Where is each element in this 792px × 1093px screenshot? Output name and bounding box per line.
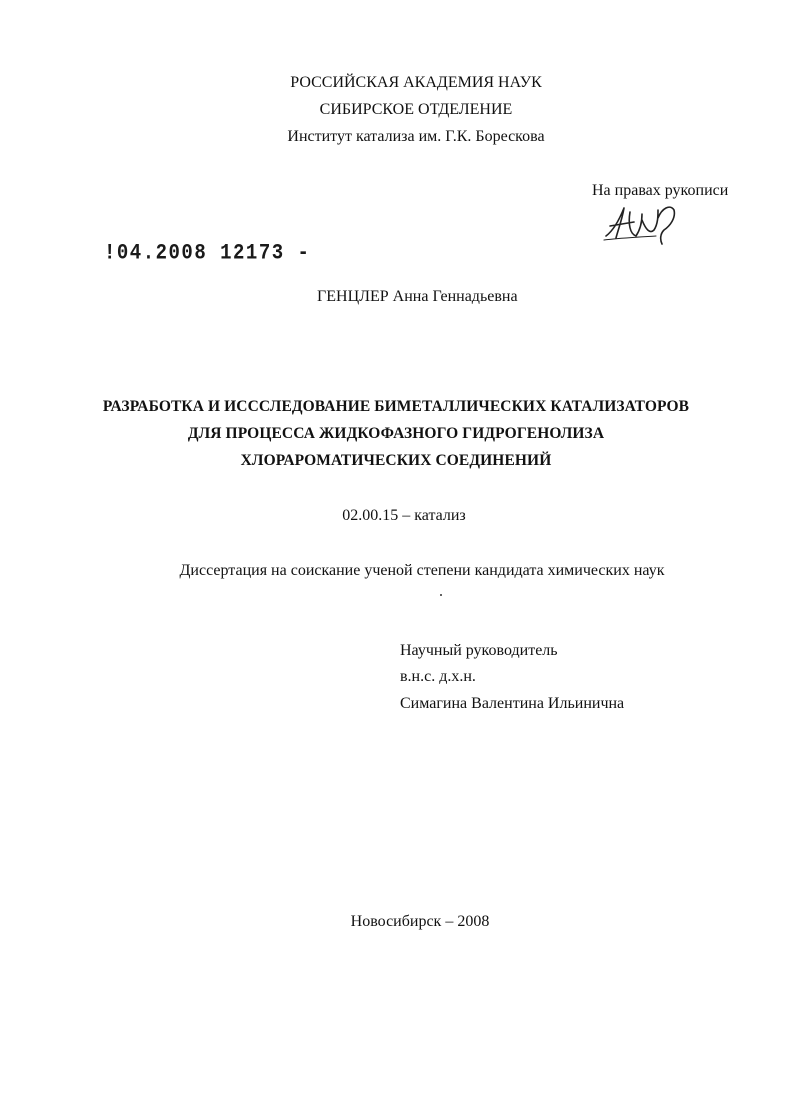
academy-name: РОССИЙСКАЯ АКАДЕМИЯ НАУК [290, 74, 542, 91]
archive-stamp: !04.2008 12173 - [104, 240, 311, 266]
manuscript-note: На правах рукописи [592, 182, 729, 199]
institute-name: Институт катализа им. Г.К. Борескова [287, 128, 545, 145]
city-year: Новосибирск – 2008 [350, 913, 490, 930]
scan-speck [440, 594, 442, 596]
branch-name: СИБИРСКОЕ ОТДЕЛЕНИЕ [319, 101, 513, 118]
signature-icon [600, 200, 682, 246]
supervisor-name: Симагина Валентина Ильинична [400, 695, 625, 712]
title-line-1: РАЗРАБОТКА И ИСССЛЕДОВАНИЕ БИМЕТАЛЛИЧЕСКИХ КАТАЛИЗАТОРОВ [102, 398, 690, 415]
degree-statement: Диссертация на соискание ученой степени кандидата химических наук [179, 562, 665, 579]
author-name: ГЕНЦЛЕР Анна Геннадьевна [317, 288, 518, 305]
supervisor-role: Научный руководитель [400, 642, 558, 659]
title-line-2: ДЛЯ ПРОЦЕССА ЖИДКОФАЗНОГО ГИДРОГЕНОЛИЗА [187, 425, 605, 442]
supervisor-rank: в.н.с. д.х.н. [400, 668, 476, 685]
title-line-3: ХЛОРАРОМАТИЧЕСКИХ СОЕДИНЕНИЙ [240, 452, 552, 469]
specialty: 02.00.15 – катализ [342, 507, 466, 524]
